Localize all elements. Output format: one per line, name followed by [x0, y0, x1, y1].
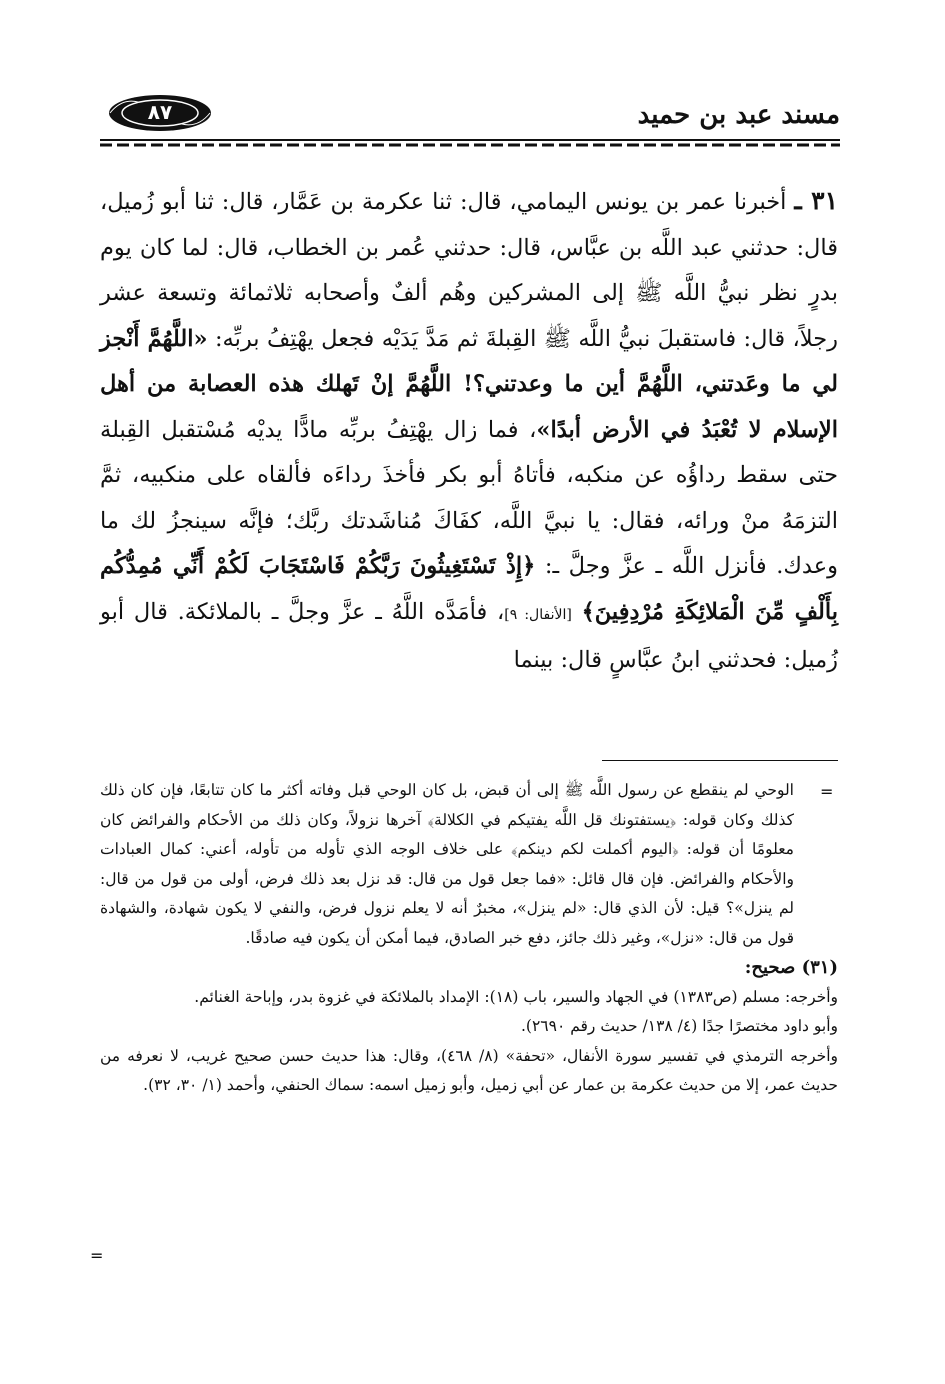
header-rule [100, 138, 840, 148]
footnote-note: وأخرجه: مسلم (ص١٣٨٣) في الجهاد والسير، باب (١٨): الإمداد بالملائكة في غزوة بدر، وإباحة الغنائم. [194, 987, 838, 1006]
end-mark: = [90, 1246, 104, 1265]
continuation-mark: = [820, 782, 834, 801]
book-title: مسند عبد بن حميد [637, 100, 840, 130]
quran-verse: ﴿إِذْ تَسْتَغِيثُونَ رَبَّكُمْ فَاسْتَجَابَ لَكُمْ أَنِّي مُمِدُّكُم بِأَلْفٍ مِّنَ الْمَلائِكَةِ مُرْدِفِينَ﴾ [100, 553, 839, 625]
prophet-prayer: «اللَّهُمَّ أَنْجز لي ما وعَدتني، اللَّهُمَّ أين ما وعدتني؟! اللَّهُمَّ إنْ تَهلك هذه العصابة من أهل الإسلام لا تُعْبَدُ في الأرض أبدًا» [100, 325, 838, 443]
page-number-badge [108, 94, 212, 132]
hadith-text-part-3: ، فأمَدَّه اللَّهُ ـ عزَّ وجلَّ ـ بالملائكة. قال أبو زُميل: فحدثني ابنُ عبَّاسٍ قال: بينما [100, 598, 838, 673]
page-header [100, 90, 840, 150]
footnote-heading: (٣١) صحيح: [744, 957, 838, 978]
hadith-number: ٣١ ـ [794, 186, 839, 215]
footnote-note: وأخرجه الترمذي في تفسير سورة الأنفال، «تحفة» (٨/ ٤٦٨)، وقال: هذا حديث حسن صحيح غريب، لا نعرفه من حديث عمر، إلا من حديث عكرمة بن عمار عن أبي زميل، وأبو زميل اسمه: سماك الحنفي، وأحمد (١/ ٣٠، ٣٢). [100, 1046, 838, 1094]
hadith-paragraph [100, 178, 838, 684]
footnote-separator [602, 760, 838, 761]
hadith-text-part-1: أخبرنا عمر بن يونس اليمامي، قال: ثنا عكرمة بن عَمَّار، قال: ثنا أبو زُميل، قال: حدثني عبد اللَّه بن عبَّاس، قال: حدثني عُمر بن الخطاب، قال: لما كان يوم بدرٍ نظر نبيُّ اللَّه ﷺ إلى المشركين وهُم ألفٌ وأصحابه ثلاثمائة وتسعة عشر رجلاً، قال: فاستقبلَ نبيُّ اللَّه ﷺ القِبلةَ ثم مَدَّ يَدَيْه فجعل يهْتِفُ بربِّه: [100, 189, 838, 352]
footnotes [100, 776, 838, 1101]
page-number: ٨٧ [147, 100, 173, 124]
footnote-note: وأبو داود مختصرًا جدًا (٤/ ١٣٨/ حديث رقم ٢٦٩٠). [520, 1017, 838, 1035]
footnote-continuation: الوحي لم ينقطع عن رسول اللَّه ﷺ إلى أن قبض، بل كان الوحي قبل وفاته أكثر ما كان تتابعًا، فإن كان ذلك كذلك وكان قوله: ﴿يستفتونك قل اللَّه يفتيكم في الكلالة﴾ آخرها نزولاً، وكان ذلك من الأحكام والفرائض كان معلومًا أن قوله: ﴿اليوم أكملت لكم دينكم﴾ على خلاف الوجه الذي تأوله من تأوله، أعني: كمال العبادات والأحكام والفرائض. فإن قال قائل: «فما جعل قول من قال: قد نزل بعد ذلك فرض، أولى من قول من قال: لم ينزل»؟ قيل: لأن الذي قال: «لم ينزل»، مخبرٌ أنه لا يعلم نزول فرض، والنفي لا يكون شهادة، والشهادة قول من قال: «نزل»، وغير ذلك جائز، دفع خبر الصادق، فيما أمكن أن يكون فيه صادقًا. [100, 781, 794, 947]
hadith-text [100, 178, 838, 684]
verse-reference: [الأنفال: ٩] [504, 606, 572, 623]
hadith-text-part-2: ، فما زال يهْتِفُ بربِّه مادًّا يديْه مُسْتقبل القِبلة حتى سقط رداؤُه عن منكبه، فأتاهُ أبو بكر فأخذَ رداءَه فألقاه على منكبيه، ثمَّ التزمَهُ منْ ورائه، فقال: يا نبيَّ اللَّه، كفَاكَ مُناشَدتك ربَّك؛ فإنَّه سينجزُ لك ما وعدك. فأنزل اللَّه ـ عزَّ وجلَّ ـ: [100, 416, 838, 579]
